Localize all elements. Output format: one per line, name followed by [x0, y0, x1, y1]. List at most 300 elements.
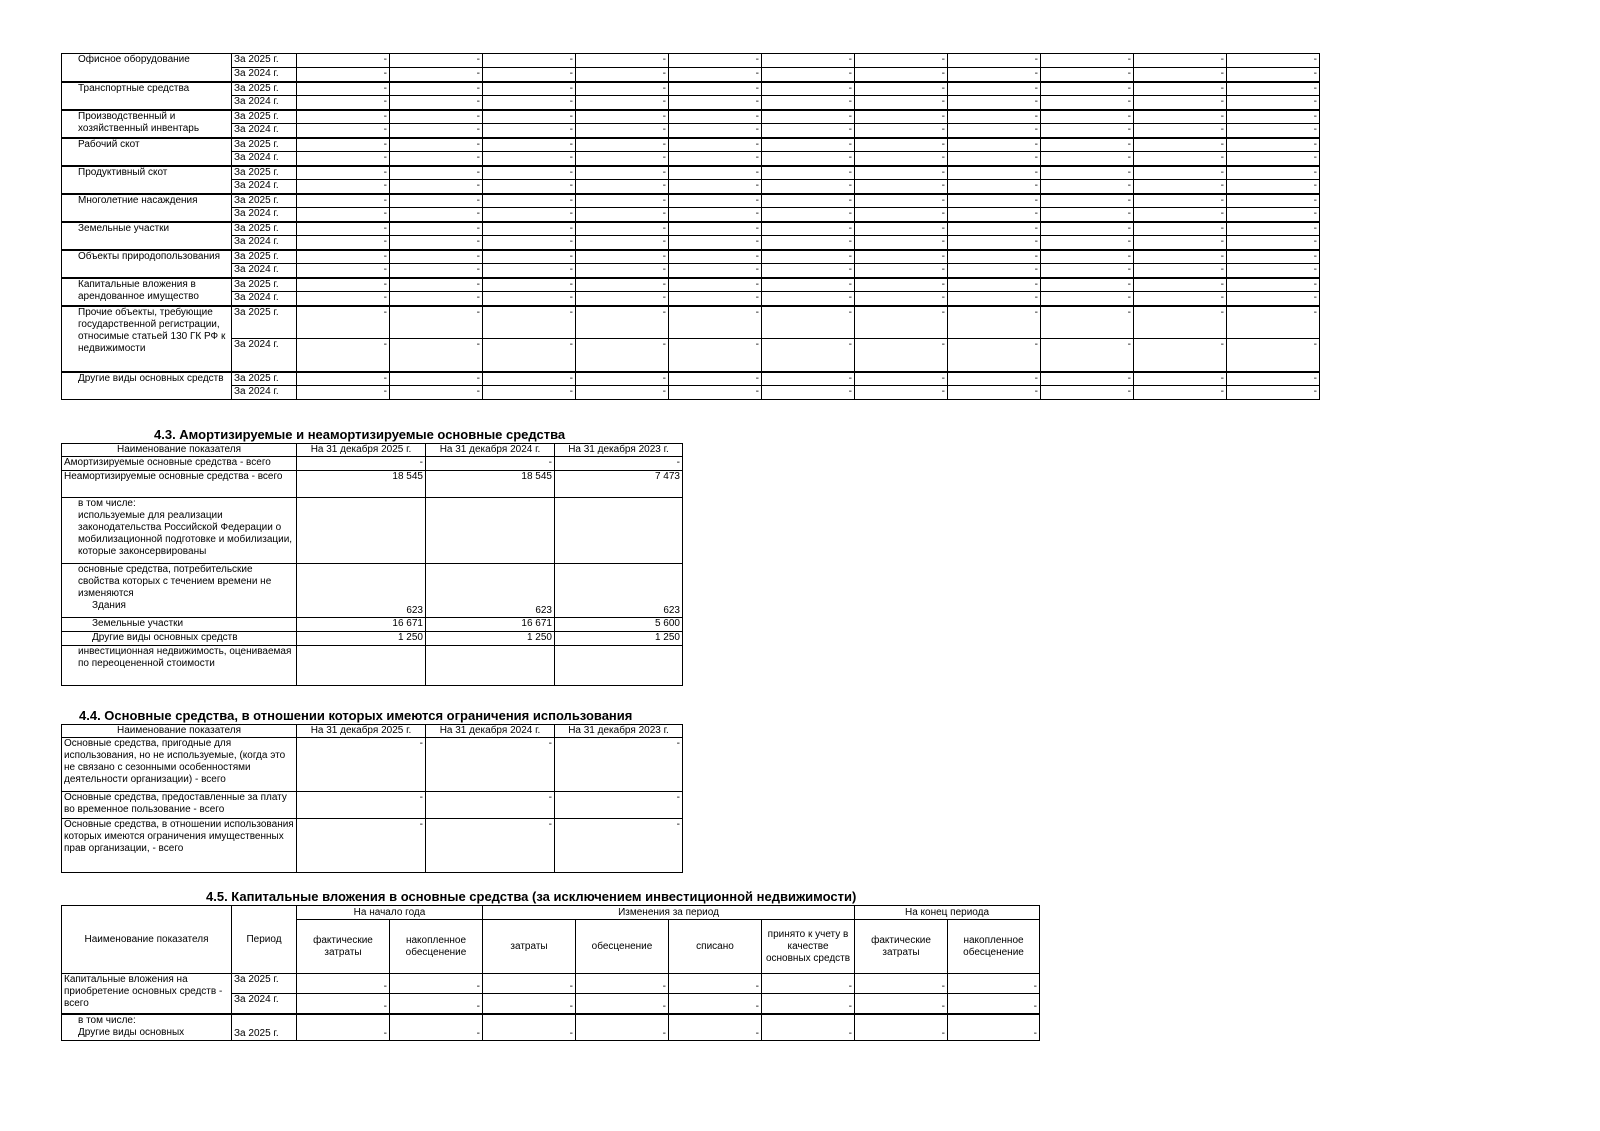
row-label-text: используемые для реализации законодательства Российской Федерации о мобилизационной подготовке и мобилизации, которые законсервированы: [78, 510, 293, 557]
cell-value: -: [390, 250, 483, 264]
col-header-costs: затраты: [483, 920, 576, 974]
cell-value: -: [1227, 110, 1320, 124]
cell-value: -: [483, 110, 576, 124]
cell-value: -: [855, 264, 948, 278]
table-row: [62, 54, 1320, 68]
cell-value: -: [297, 82, 390, 96]
cell-value: -: [1041, 386, 1134, 400]
table-row: [62, 646, 683, 686]
cell-value: -: [855, 124, 948, 138]
row-label: Земельные участки: [62, 618, 297, 632]
cell-value: -: [1041, 166, 1134, 180]
cell-value: -: [948, 124, 1041, 138]
row-label: инвестиционная недвижимость, оцениваемая по переоцененной стоимости: [62, 646, 297, 686]
cell-value: -: [855, 236, 948, 250]
cell-value: -: [297, 54, 390, 68]
cell-value: -: [855, 1014, 948, 1041]
cell-value: -: [1134, 96, 1227, 110]
cell-value: -: [762, 1014, 855, 1041]
cell-value: -: [297, 138, 390, 152]
cell-value: -: [855, 180, 948, 194]
table-row: [62, 471, 683, 498]
cell-value: -: [576, 124, 669, 138]
cell-value: -: [297, 236, 390, 250]
cell-value: -: [1041, 222, 1134, 236]
section-4-5-title: 4.5. Капитальные вложения в основные средства (за исключением инвестиционной недвижимости): [206, 889, 857, 904]
cell-value: -: [855, 250, 948, 264]
cell-value: -: [483, 124, 576, 138]
cell-value: -: [1134, 124, 1227, 138]
period-cell: За 2025 г.: [232, 306, 297, 339]
row-label-subtext: Другие виды основных: [78, 1026, 185, 1038]
period-cell: За 2024 г.: [232, 386, 297, 400]
cell-value: -: [669, 236, 762, 250]
cell-value: -: [576, 54, 669, 68]
cell-value: -: [669, 339, 762, 372]
row-label: Производственный и хозяйственный инвентарь: [62, 110, 232, 138]
cell-value: -: [483, 974, 576, 994]
cell-value: -: [576, 194, 669, 208]
cell-value: -: [297, 278, 390, 292]
table-row: [62, 236, 1320, 250]
cell-value: -: [855, 292, 948, 306]
row-label-text: Капитальные вложения на приобретение основных средств - всего: [64, 974, 223, 1009]
cell-value: -: [948, 250, 1041, 264]
row-label: Другие виды основных средств: [62, 632, 297, 646]
cell-value: -: [1134, 110, 1227, 124]
cell-value: -: [762, 208, 855, 222]
cell-value: -: [1041, 306, 1134, 339]
table-row: [62, 110, 1320, 124]
cell-value: -: [762, 152, 855, 166]
cell-value: -: [1134, 180, 1227, 194]
cell-value: -: [1134, 292, 1227, 306]
cell-value: -: [669, 372, 762, 386]
cell-value: -: [669, 82, 762, 96]
cell-value: -: [948, 194, 1041, 208]
period-cell: За 2024 г.: [232, 264, 297, 278]
cell-value: -: [390, 222, 483, 236]
col-group-change: Изменения за период: [483, 906, 855, 920]
cell-value: -: [948, 82, 1041, 96]
cell-value: -: [1134, 68, 1227, 82]
cell-value: -: [1134, 208, 1227, 222]
cell-value: -: [855, 222, 948, 236]
cell-value: -: [948, 208, 1041, 222]
cell-value: -: [390, 110, 483, 124]
cell-value: -: [576, 152, 669, 166]
cell-value: -: [1227, 222, 1320, 236]
cell-value: -: [948, 974, 1040, 994]
cell-value: -: [483, 180, 576, 194]
cell-value: -: [297, 124, 390, 138]
table-row: [62, 166, 1320, 180]
cell-value: -: [948, 54, 1041, 68]
cell-value: -: [669, 250, 762, 264]
cell-value: -: [1227, 372, 1320, 386]
cell-value: -: [297, 1014, 390, 1041]
period-cell: За 2025 г.: [232, 82, 297, 96]
table-row: [62, 974, 1040, 994]
cell-value: -: [297, 792, 426, 819]
cell-value: -: [948, 166, 1041, 180]
cell-value: 18 545: [297, 471, 426, 498]
cell-value: -: [576, 222, 669, 236]
cell-value: -: [483, 1014, 576, 1041]
cell-value: -: [948, 386, 1041, 400]
cell-value: -: [483, 278, 576, 292]
col-header-2023: На 31 декабря 2023 г.: [555, 444, 683, 457]
cell-value: [426, 498, 555, 564]
row-label: Продуктивный скот: [62, 166, 232, 194]
cell-value: -: [390, 208, 483, 222]
cell-value: -: [762, 386, 855, 400]
cell-value: -: [855, 994, 948, 1014]
row-label: [62, 498, 297, 564]
period-cell: За 2024 г.: [232, 292, 297, 306]
table-row: [62, 222, 1320, 236]
row-label: Рабочий скот: [62, 138, 232, 166]
cell-value: -: [390, 180, 483, 194]
table-row: [62, 792, 683, 819]
cell-value: -: [669, 194, 762, 208]
cell-value: -: [297, 194, 390, 208]
cell-value: -: [483, 82, 576, 96]
table-row: [62, 264, 1320, 278]
cell-value: -: [1134, 194, 1227, 208]
cell-value: -: [1134, 250, 1227, 264]
cell-value: -: [762, 339, 855, 372]
period-cell: За 2024 г.: [232, 124, 297, 138]
cell-value: -: [483, 54, 576, 68]
row-label: Транспортные средства: [62, 82, 232, 110]
cell-value: -: [297, 250, 390, 264]
cell-value: -: [855, 54, 948, 68]
cell-value: -: [669, 166, 762, 180]
cell-value: 623: [426, 564, 555, 618]
cell-value: -: [483, 386, 576, 400]
cell-value: -: [855, 194, 948, 208]
cell-value: -: [576, 208, 669, 222]
row-label: Земельные участки: [62, 222, 232, 250]
cell-value: -: [390, 152, 483, 166]
table-row: [62, 278, 1320, 292]
cell-value: 18 545: [426, 471, 555, 498]
cell-value: -: [576, 372, 669, 386]
cell-value: -: [1134, 372, 1227, 386]
cell-value: -: [1134, 278, 1227, 292]
cell-value: -: [1227, 386, 1320, 400]
cell-value: -: [855, 110, 948, 124]
cell-value: -: [576, 974, 669, 994]
cell-value: -: [1134, 264, 1227, 278]
cell-value: -: [762, 278, 855, 292]
cell-value: -: [948, 278, 1041, 292]
row-label-text: основные средства, потребительские свойства которых с течением времени не изменяются: [78, 564, 272, 599]
cell-value: -: [483, 152, 576, 166]
cell-value: -: [669, 974, 762, 994]
cell-value: -: [762, 96, 855, 110]
period-cell: За 2025 г.: [232, 138, 297, 152]
cell-value: -: [576, 278, 669, 292]
cell-value: -: [1134, 386, 1227, 400]
cell-value: -: [390, 54, 483, 68]
cell-value: -: [948, 1014, 1040, 1041]
col-header-name: Наименование показателя: [62, 725, 297, 738]
cell-value: -: [762, 236, 855, 250]
period-cell: За 2025 г.: [232, 166, 297, 180]
period-cell: За 2025 г.: [232, 974, 297, 994]
cell-value: -: [297, 68, 390, 82]
cell-value: -: [855, 386, 948, 400]
cell-value: -: [1041, 264, 1134, 278]
row-label: Другие виды основных средств: [62, 372, 232, 400]
period-cell: За 2024 г.: [232, 152, 297, 166]
period-cell: За 2025 г.: [232, 250, 297, 264]
depreciable-assets-table: [61, 443, 683, 686]
col-group-start: На начало года: [297, 906, 483, 920]
cell-value: -: [762, 166, 855, 180]
col-header-impairment: обесценение: [576, 920, 669, 974]
cell-value: -: [390, 1014, 483, 1041]
cell-value: 623: [297, 564, 426, 618]
fixed-assets-movement-body: [62, 54, 1320, 400]
cell-value: -: [1134, 222, 1227, 236]
cell-value: [555, 646, 683, 686]
cell-value: -: [297, 264, 390, 278]
cell-value: [297, 498, 426, 564]
cell-value: -: [669, 152, 762, 166]
cell-value: -: [1041, 54, 1134, 68]
row-label: [62, 1014, 232, 1041]
table-row: [62, 386, 1320, 400]
table-row: [62, 339, 1320, 372]
cell-value: -: [948, 96, 1041, 110]
cell-value: -: [555, 819, 683, 873]
cell-value: -: [483, 236, 576, 250]
period-cell: За 2025 г.: [232, 1014, 297, 1041]
cell-value: -: [1041, 278, 1134, 292]
row-label: Неамортизируемые основные средства - всего: [62, 471, 297, 498]
cell-value: -: [762, 306, 855, 339]
cell-value: -: [762, 180, 855, 194]
cell-value: -: [576, 386, 669, 400]
cell-value: -: [390, 372, 483, 386]
cell-value: -: [762, 250, 855, 264]
cell-value: -: [576, 264, 669, 278]
cell-value: -: [762, 138, 855, 152]
col-header-2023: На 31 декабря 2023 г.: [555, 725, 683, 738]
cell-value: 16 671: [426, 618, 555, 632]
period-cell: За 2024 г.: [232, 68, 297, 82]
table-row: [62, 208, 1320, 222]
table-row: [62, 306, 1320, 339]
cell-value: -: [576, 110, 669, 124]
cell-value: -: [576, 138, 669, 152]
cell-value: -: [1227, 124, 1320, 138]
cell-value: -: [1041, 68, 1134, 82]
cell-value: -: [297, 974, 390, 994]
cell-value: -: [855, 166, 948, 180]
cell-value: -: [948, 68, 1041, 82]
cell-value: -: [297, 457, 426, 471]
cell-value: -: [855, 138, 948, 152]
table-row: [62, 82, 1320, 96]
cell-value: -: [1041, 124, 1134, 138]
cell-value: -: [390, 166, 483, 180]
cell-value: -: [669, 68, 762, 82]
cell-value: -: [297, 306, 390, 339]
cell-value: -: [390, 974, 483, 994]
period-cell: За 2024 г.: [232, 339, 297, 372]
cell-value: -: [669, 278, 762, 292]
row-label: Основные средства, в отношении использования которых имеются ограничения имущественных прав организации, - всего: [62, 819, 297, 873]
cell-value: -: [1041, 152, 1134, 166]
period-cell: За 2025 г.: [232, 110, 297, 124]
cell-value: -: [297, 738, 426, 792]
table-row: [62, 372, 1320, 386]
cell-value: -: [948, 264, 1041, 278]
cell-value: -: [483, 208, 576, 222]
cell-value: -: [390, 96, 483, 110]
cell-value: -: [1227, 152, 1320, 166]
cell-value: -: [1041, 96, 1134, 110]
col-header-2025: На 31 декабря 2025 г.: [297, 725, 426, 738]
cell-value: -: [390, 994, 483, 1014]
cell-value: -: [426, 738, 555, 792]
cell-value: -: [483, 292, 576, 306]
cell-value: -: [426, 457, 555, 471]
cell-value: -: [483, 264, 576, 278]
row-sublabel: Здания: [92, 600, 126, 611]
table-row: [62, 457, 683, 471]
cell-value: -: [762, 292, 855, 306]
cell-value: -: [948, 152, 1041, 166]
cell-value: -: [1227, 306, 1320, 339]
cell-value: -: [1227, 339, 1320, 372]
cell-value: -: [297, 819, 426, 873]
cell-value: -: [1134, 82, 1227, 96]
cell-value: -: [1227, 236, 1320, 250]
cell-value: 16 671: [297, 618, 426, 632]
cell-value: -: [1227, 166, 1320, 180]
cell-value: -: [669, 180, 762, 194]
cell-value: -: [576, 1014, 669, 1041]
restricted-assets-table: [61, 724, 683, 873]
cell-value: -: [555, 738, 683, 792]
col-header-2025: На 31 декабря 2025 г.: [297, 444, 426, 457]
cell-value: -: [669, 54, 762, 68]
col-header-acc-impairment: накопленное обесценение: [390, 920, 483, 974]
cell-value: -: [1041, 180, 1134, 194]
table-row: [62, 68, 1320, 82]
cell-value: -: [762, 68, 855, 82]
row-label: Капитальные вложения в арендованное имущество: [62, 278, 232, 306]
row-label-text: в том числе:: [78, 1014, 136, 1026]
cell-value: -: [297, 222, 390, 236]
cell-value: -: [297, 96, 390, 110]
cell-value: -: [483, 222, 576, 236]
cell-value: -: [1134, 339, 1227, 372]
col-header-acc-impairment-end: накопленное обесценение: [948, 920, 1040, 974]
capital-investments-table: [61, 905, 1040, 1041]
cell-value: -: [297, 110, 390, 124]
cell-value: -: [1227, 180, 1320, 194]
cell-value: -: [669, 1014, 762, 1041]
cell-value: -: [1041, 194, 1134, 208]
cell-value: -: [669, 96, 762, 110]
cell-value: -: [762, 54, 855, 68]
row-label: Многолетние насаждения: [62, 194, 232, 222]
cell-value: -: [297, 152, 390, 166]
cell-value: -: [390, 278, 483, 292]
cell-value: -: [1227, 194, 1320, 208]
cell-value: -: [390, 264, 483, 278]
cell-value: -: [297, 386, 390, 400]
row-label: [62, 564, 297, 618]
period-cell: За 2024 г.: [232, 96, 297, 110]
cell-value: -: [948, 372, 1041, 386]
col-header-period: Период: [232, 906, 297, 974]
cell-value: -: [483, 250, 576, 264]
cell-value: -: [390, 138, 483, 152]
cell-value: -: [483, 96, 576, 110]
cell-value: -: [855, 339, 948, 372]
table-row: [62, 250, 1320, 264]
row-label: Офисное оборудование: [62, 54, 232, 82]
cell-value: -: [390, 339, 483, 372]
cell-value: -: [1041, 208, 1134, 222]
cell-value: -: [1227, 82, 1320, 96]
row-label: Основные средства, пригодные для использования, но не используемые, (когда это не связано с сезонными особенностями деятельности организации) - всего: [62, 738, 297, 792]
cell-value: -: [297, 166, 390, 180]
table-row: [62, 138, 1320, 152]
cell-value: -: [1227, 68, 1320, 82]
cell-value: -: [1227, 138, 1320, 152]
cell-value: -: [855, 68, 948, 82]
cell-value: -: [1041, 110, 1134, 124]
cell-value: -: [762, 974, 855, 994]
cell-value: -: [576, 180, 669, 194]
cell-value: -: [297, 292, 390, 306]
cell-value: -: [555, 792, 683, 819]
cell-value: -: [576, 994, 669, 1014]
cell-value: -: [948, 222, 1041, 236]
cell-value: -: [1041, 372, 1134, 386]
cell-value: -: [762, 372, 855, 386]
cell-value: -: [762, 124, 855, 138]
col-group-end: На конец периода: [855, 906, 1040, 920]
cell-value: -: [390, 68, 483, 82]
cell-value: -: [1227, 250, 1320, 264]
col-header-name: Наименование показателя: [62, 906, 232, 974]
cell-value: -: [669, 386, 762, 400]
cell-value: -: [855, 208, 948, 222]
cell-value: -: [576, 96, 669, 110]
cell-value: 1 250: [297, 632, 426, 646]
table-row: [62, 292, 1320, 306]
col-header-written-off: списано: [669, 920, 762, 974]
col-header-2024: На 31 декабря 2024 г.: [426, 725, 555, 738]
cell-value: -: [390, 236, 483, 250]
cell-value: -: [483, 306, 576, 339]
cell-value: -: [576, 306, 669, 339]
cell-value: -: [390, 124, 483, 138]
cell-value: -: [669, 264, 762, 278]
cell-value: -: [669, 124, 762, 138]
cell-value: -: [948, 292, 1041, 306]
cell-value: -: [948, 994, 1040, 1014]
